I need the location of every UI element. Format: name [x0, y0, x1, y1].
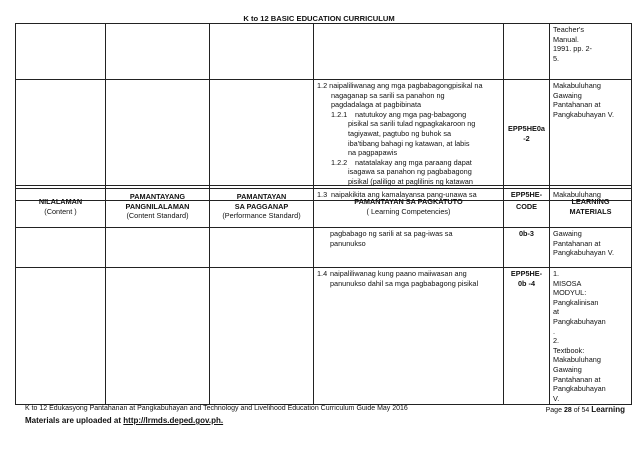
materials-line: 1991. pp. 2- [553, 44, 592, 54]
competency-cell: 1.4 naipaliliwanag kung paano maiiwasan ang panunukso dahil sa mga pagbabagong pisikal [314, 268, 504, 405]
table-row [16, 80, 632, 189]
bottom-curriculum-table [15, 185, 632, 405]
competency-cell: 1.2 naipaliliwanag ang mga pagbabagongpisikal na nagaganap sa sarili sa panahon ng pagdadalaga at pagbibinata 1.2.1 natutukoy ang mga pag-babagong pisikal sa sarili tulad ngpagkakaroon ng tagiyawat, pagtubo ng buhok sa iba'tibang bahagi ng katawan, at labis na pagpapawis 1.2.2 natatalakay ang mga paraang dapat isagawa sa panahon ng pagbabagong pisikal (paliligo at paglilinis ng katawan [314, 80, 504, 189]
competency-cell: 1.3 naipakikita ang kamalayansa pang-unawa sa [314, 188, 504, 201]
competency-heading: 1.2 naipaliliwanag ang mga pagbabagongpisikal na [317, 81, 483, 90]
column-header-competencies: PAMANTAYAN SA PAGKATUTO ( Learning Competencies) [314, 186, 504, 228]
materials-cell [550, 268, 632, 405]
document-header: K to 12 BASIC EDUCATION CURRICULUM [243, 14, 395, 23]
page-footer [25, 405, 625, 412]
footer-line-2: Materials are uploaded at http://lrmds.deped.gov.ph. [25, 416, 224, 425]
materials-cell: Makabuluhang Gawaing Pantahanan at Pangkabuhayan V. [550, 80, 632, 189]
footer-text: K to 12 Edukasyong Pantahanan at Pangkabuhayan and Technology and Livelihood Education Curriculum Guide May 2016 [25, 405, 408, 412]
column-header-materials: LEARNING MATERIALS [550, 186, 632, 228]
code-cell: EPP5HE- 0b -4 [504, 268, 550, 405]
materials-cell: Makabuluhang [550, 188, 632, 201]
code-cell [504, 24, 550, 80]
materials-line: Teacher's [553, 25, 585, 34]
list-item: 2. Textbook: Makabuluhang Gawaing Pantahanan at Pangkabuhayan V. [553, 336, 606, 403]
table-row [16, 228, 632, 268]
content-standard-cell [106, 24, 210, 80]
table-row [16, 268, 632, 405]
competency-cell [314, 24, 504, 80]
column-header-content: NILALAMAN (Content ) [16, 186, 106, 228]
sub-competency-number: 1.2.1 [331, 109, 348, 119]
column-header-performance-standard: PAMANTAYAN SA PAGGANAP (Performance Standard) [210, 186, 314, 228]
code-cell: EPP5HE- [504, 188, 550, 201]
materials-cell [550, 24, 632, 80]
code-cell: 0b-3 [504, 228, 550, 268]
page-number: 28 [563, 407, 572, 414]
column-header-content-standard: PAMANTAYANG PANGNILALAMAN (Content Standard) [106, 186, 210, 228]
competency-cell: pagbabago ng sarili at sa pag-iwas sa panunukso [314, 228, 504, 268]
list-item: 1. MISOSA MODYUL: Pangkalinisan at Pangkabuhayan . [553, 269, 606, 336]
content-cell [16, 24, 106, 80]
materials-line: Manual. [553, 34, 579, 44]
performance-standard-cell [210, 24, 314, 80]
sub-competency-number: 1.2.2 [331, 157, 348, 167]
header-row [16, 186, 632, 228]
top-curriculum-table [15, 23, 632, 201]
materials-line: 5. [553, 53, 560, 63]
materials-cell: Gawaing Pantahanan at Pangkabuhayan V. [550, 228, 632, 268]
lrmds-link[interactable]: http://lrmds.deped.gov.ph. [123, 416, 224, 425]
code-cell: EPP5HE0a-2 [504, 80, 550, 189]
page-indicator: Page 28 of 54 Learning [545, 405, 625, 414]
table-row [16, 24, 632, 80]
column-header-code: CODE [504, 186, 550, 228]
